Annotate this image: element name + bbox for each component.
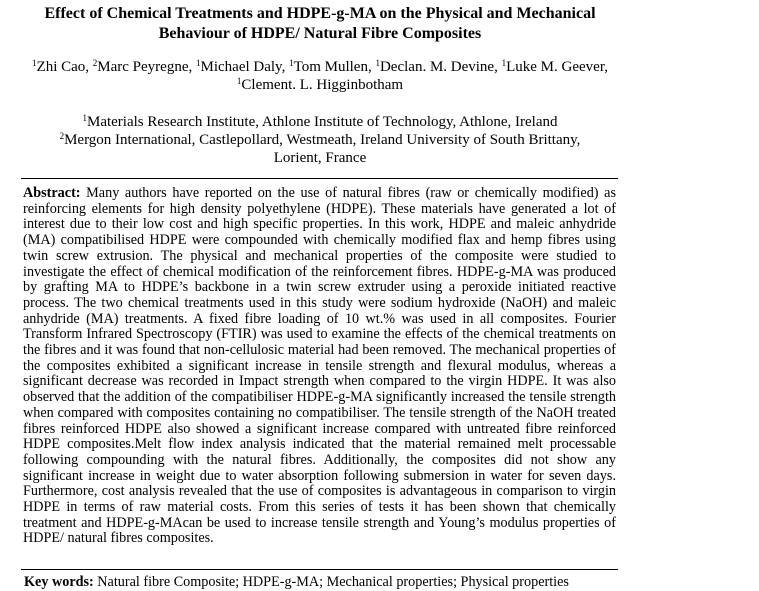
abstract-box [21, 178, 618, 570]
abstract [21, 186, 618, 547]
authors-line-1 [0, 58, 640, 76]
author: $^2$Marc Peyregne, [92, 58, 196, 75]
author: $^1$Tom Mullen, [289, 58, 376, 75]
affiliation-1: $^1$Materials Research Institute, Athlone Institute of Technology, Athlone, Ireland [82, 113, 558, 130]
title-line-2: Behaviour of HDPE/ Natural Fibre Composites [158, 25, 482, 42]
paper-title [0, 4, 640, 44]
author-list [0, 58, 640, 94]
authors-line-2 [0, 76, 640, 94]
author: $^1$Zhi Cao, [32, 58, 93, 75]
author: $^1$Clement. L. Higginbotham [236, 76, 404, 93]
abstract-label: Abstract: [23, 185, 81, 201]
keywords-text: Natural fibre Composite; HDPE-g-MA; Mechanical properties; Physical properties [93, 574, 569, 590]
affiliation-2: $^2$Mergon International, Castlepollard, Westmeath, Ireland University of South Brittany, [59, 131, 581, 148]
affiliation-2-continued: Lorient, France [273, 150, 367, 166]
title-line-1: Effect of Chemical Treatments and HDPE-g-MA on the Physical and Mechanical [44, 5, 596, 22]
author: $^1$Luke M. Geever, [501, 58, 608, 75]
keywords-label: Key words: [24, 574, 94, 590]
affiliations [0, 113, 640, 167]
keywords [24, 573, 644, 591]
author: $^1$Michael Daly, [196, 58, 290, 75]
abstract-text: Many authors have reported on the use of natural fibres (raw or chemically modified) as reinforcing elements for high density polyethylene (HDPE). These materials have generated a lot of interest due to their low cost and high specific properties. In this work, HDPE and maleic anhydride (MA) compatibilised HDPE were compounded with chemically modified flax and hemp fibres using twin screw extrusion. The physical and mechanical properties of the composite were studied to investigate the effect of chemical modification of the reinforcement fibres. HDPE-g-MA was produced by grafting MA to HDPE’s backbone in a twin screw extruder using a peroxide initiated reactive process. The two chemical treatments used in this study were sodium hydroxide (NaOH) and maleic anhydride (MA) treatments. A fixed fibre loading of 10 wt.% was used in all composites. Fourier Transform Infrared Spectroscopy (FTIR) was used to examine the effects of the chemical treatments on the fibres and it was found that non-cellulosic material had been removed. The mechanical properties of the composites exhibited a significant increase in tensile strength and flexural modulus, whereas a significant decrease was recorded in Impact strength when compared to the virgin HDPE. It was also observed that the addition of the compatibiliser HDPE-g-MA significantly increased the tensile strength when compared with composites containing no compatibiliser. The tensile strength of the NaOH treated fibres reinforced HDPE also showed a significant increase compared with untreated fibre reinforced HDPE composites.Melt flow index analysis indicated that the material remained melt processable following compounding with the natural fibres. Additionally, the composites did not show any significant increase in weight due to water absorption following submersion in water for seven days. Furthermore, cost analysis revealed that the use of composites is advantageous in comparison to virgin HDPE in terms of raw material costs. From this series of tests it has been shown that chemically treatment and HDPE-g-MAcan be used to increase tensile strength and Young’s modulus properties of HDPE/ natural fibres composites. [23, 185, 616, 547]
author: $^1$Declan. M. Devine, [375, 58, 502, 75]
